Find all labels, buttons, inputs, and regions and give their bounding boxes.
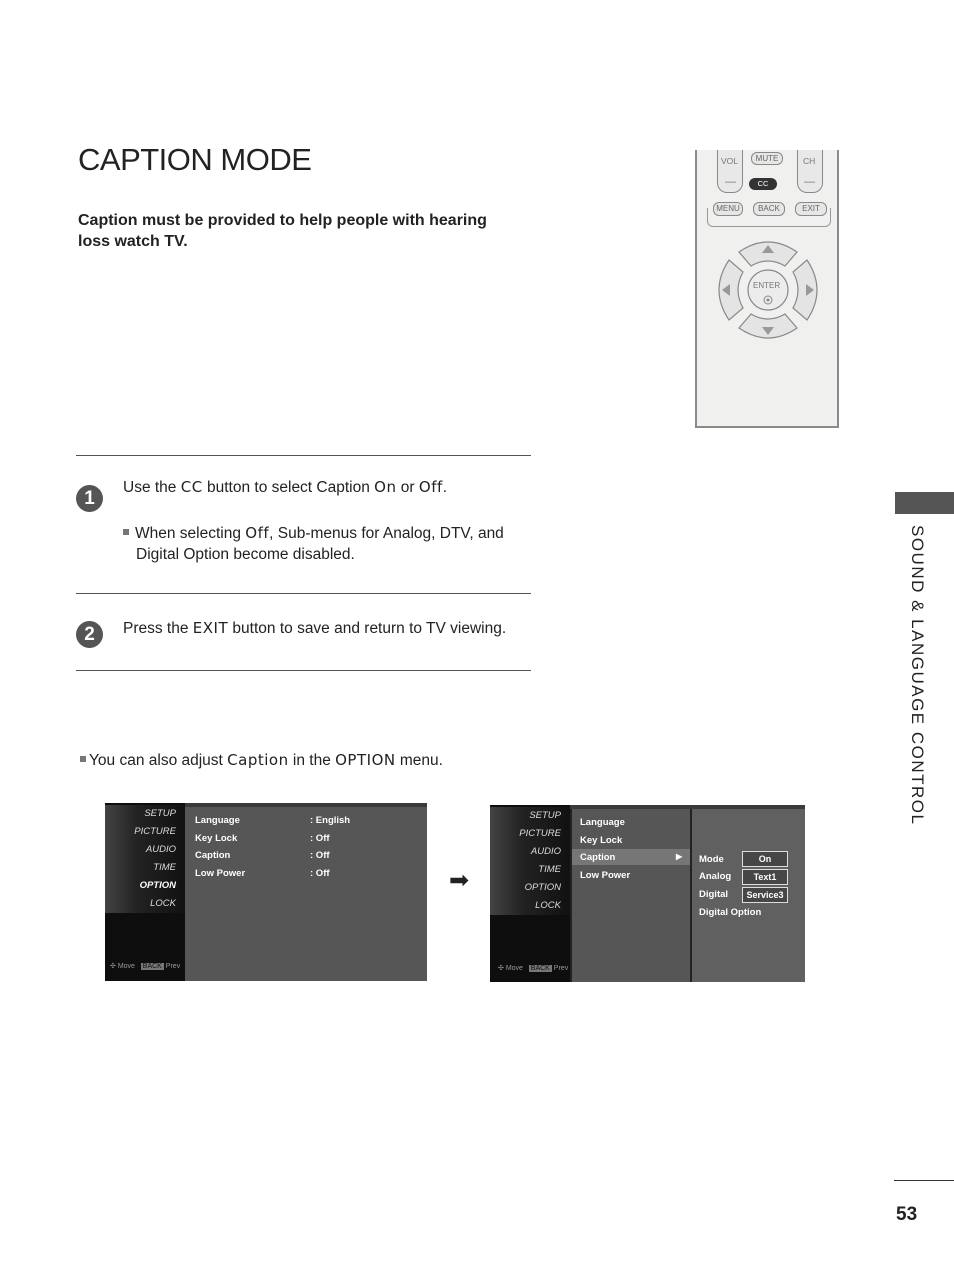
- ch-label: CH: [803, 156, 816, 166]
- section-tab-marker: [895, 492, 954, 514]
- osd-side-time: TIME: [105, 859, 185, 877]
- osd-caption-panel: [692, 809, 805, 982]
- cc-button: CC: [749, 178, 777, 190]
- on-keyword: On: [374, 478, 397, 496]
- osd-side-setup: SETUP: [105, 805, 185, 823]
- osd-mode-value: On: [742, 851, 788, 867]
- osd-analog-label: Analog: [699, 871, 732, 882]
- osd-option-menu: SETUP PICTURE AUDIO TIME OPTION LOCK ✣ Move BACK Prev Language : English Key Lock : Off Caption : Off Low Power : Off: [105, 803, 427, 981]
- osd-footer: ✣ Move BACK Prev: [110, 963, 181, 970]
- dpad-icon: [715, 238, 821, 342]
- osd-side-picture: PICTURE: [105, 823, 185, 841]
- mute-button: MUTE: [751, 152, 783, 165]
- exit-button: EXIT: [795, 202, 827, 216]
- menu-button: MENU: [713, 202, 743, 216]
- osd-mode-label: Mode: [699, 854, 724, 865]
- osd-digital-label: Digital: [699, 889, 729, 900]
- osd-side-option: OPTION: [105, 877, 185, 895]
- osd-row-language: Language: [195, 815, 240, 826]
- osd-row-caption: Caption: [195, 850, 231, 861]
- osd-digital-value: Service3: [742, 887, 788, 903]
- step-2-text: Press the EXIT button to save and return to TV viewing.: [123, 619, 507, 637]
- osd-sidebar: SETUP PICTURE AUDIO TIME OPTION LOCK ✣ Move BACK Prev: [490, 805, 570, 982]
- osd-sidebar: [105, 803, 185, 981]
- step-2-number: 2: [76, 621, 103, 648]
- tip-text: You can also adjust Caption in the OPTION menu.: [80, 750, 443, 771]
- divider-top: [76, 455, 531, 456]
- divider-bottom: [76, 670, 531, 671]
- vol-label: VOL: [721, 156, 739, 166]
- page-number: 53: [896, 1204, 918, 1225]
- osd-caption-arrow-icon: ▶: [676, 852, 683, 861]
- bullet-square-icon: [123, 529, 129, 535]
- osd-row-caption-selected: Caption: [580, 852, 616, 863]
- ch-minus-icon: —: [804, 176, 815, 188]
- intro-text: Caption must be provided to help people with hearing loss watch TV.: [78, 212, 487, 250]
- cc-keyword: CC: [180, 478, 203, 496]
- vol-minus-icon: —: [725, 176, 736, 188]
- osd-row-keylock: Key Lock: [195, 833, 238, 844]
- enter-label: ENTER: [753, 281, 781, 290]
- arrow-right-icon: ➡: [449, 867, 470, 894]
- page-number-rule: [894, 1180, 954, 1181]
- osd-digital-option-label: Digital Option: [699, 907, 762, 918]
- page-title: CAPTION MODE: [78, 142, 312, 177]
- osd-row-lowpower: Low Power: [195, 868, 246, 879]
- bullet-square-icon: [80, 756, 86, 762]
- osd-side-lock: LOCK: [105, 895, 185, 913]
- off-keyword: Off: [418, 478, 443, 496]
- step-1-number: 1: [76, 485, 103, 512]
- back-button: BACK: [753, 202, 785, 216]
- divider-middle: [76, 593, 531, 594]
- osd-caption-submenu: SETUP PICTURE AUDIO TIME OPTION LOCK ✣ Move BACK Prev Language Key Lock Caption ▶ Low Power Mode On Analog Text1 Digital Service3 Digital Option: [490, 805, 805, 982]
- exit-keyword: EXIT: [192, 619, 229, 637]
- step-1-text: Use the CC button to select Caption On or Off.: [123, 478, 448, 496]
- section-tab-label: SOUND & LANGUAGE CONTROL: [908, 525, 927, 826]
- osd-analog-value: Text1: [742, 869, 788, 885]
- osd-side-audio: AUDIO: [105, 841, 185, 859]
- remote-control-illustration: [695, 150, 839, 428]
- step-1-note: When selecting Off, Sub-menus for Analog, DTV, and Digital Option become disabled.: [123, 523, 523, 565]
